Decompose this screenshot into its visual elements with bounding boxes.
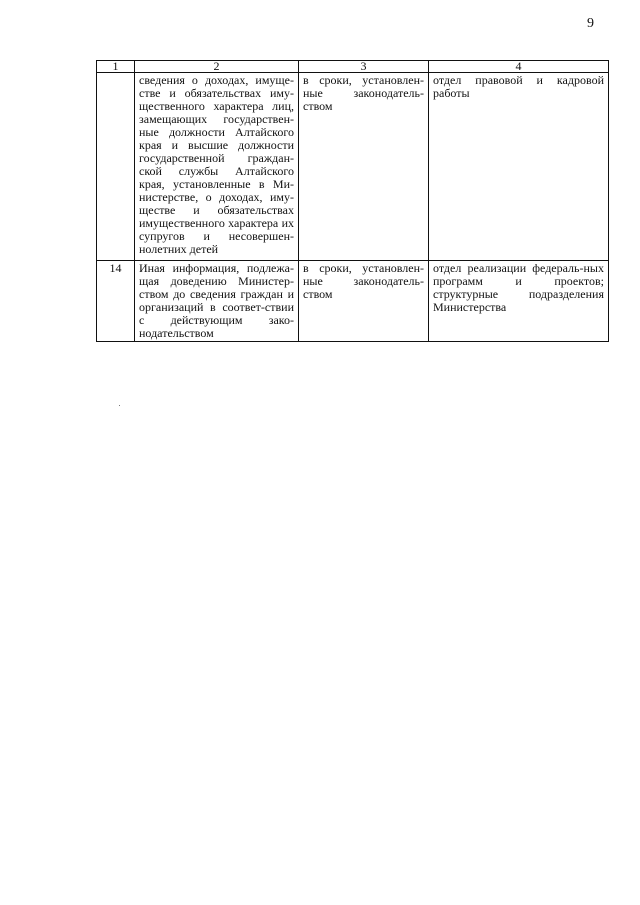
column-header-2: 2 [135,61,299,73]
table-body [97,73,609,342]
deadline-cell: в сроки, установлен-ные законодатель-ством [299,261,429,342]
column-header-1: 1 [97,61,135,73]
info-cell: сведения о доходах, имуще-стве и обязательствах иму-щественного характера лиц, замещающих государствен-ные должности Алтайского края и высшие должности государственной граждан-ской службы Алтайского края, установленные в Ми-нистерстве, о доходах, иму-ществе и обязательствах имущественного характера их супругов и несовершен-нолетних детей [135,73,299,261]
row-number-cell [97,73,135,261]
responsible-cell: отдел правовой и кадровой работы [429,73,609,261]
table-row [97,261,609,342]
column-header-4: 4 [429,61,609,73]
table-header-row [97,61,609,73]
info-cell: Иная информация, подлежа-щая доведению Министер-ством до сведения граждан и организаций в соответ-ствии с действующим зако-нодательством [135,261,299,342]
scan-speck [119,405,120,406]
column-header-3: 3 [299,61,429,73]
document-table [96,60,609,342]
page-number: 9 [587,16,594,31]
responsible-cell: отдел реализации федераль-ных программ и проектов; структурные подразделения Министерства [429,261,609,342]
table-row [97,73,609,261]
deadline-cell: в сроки, установлен-ные законодатель-ством [299,73,429,261]
table-header [97,61,609,73]
row-number-cell: 14 [97,261,135,342]
